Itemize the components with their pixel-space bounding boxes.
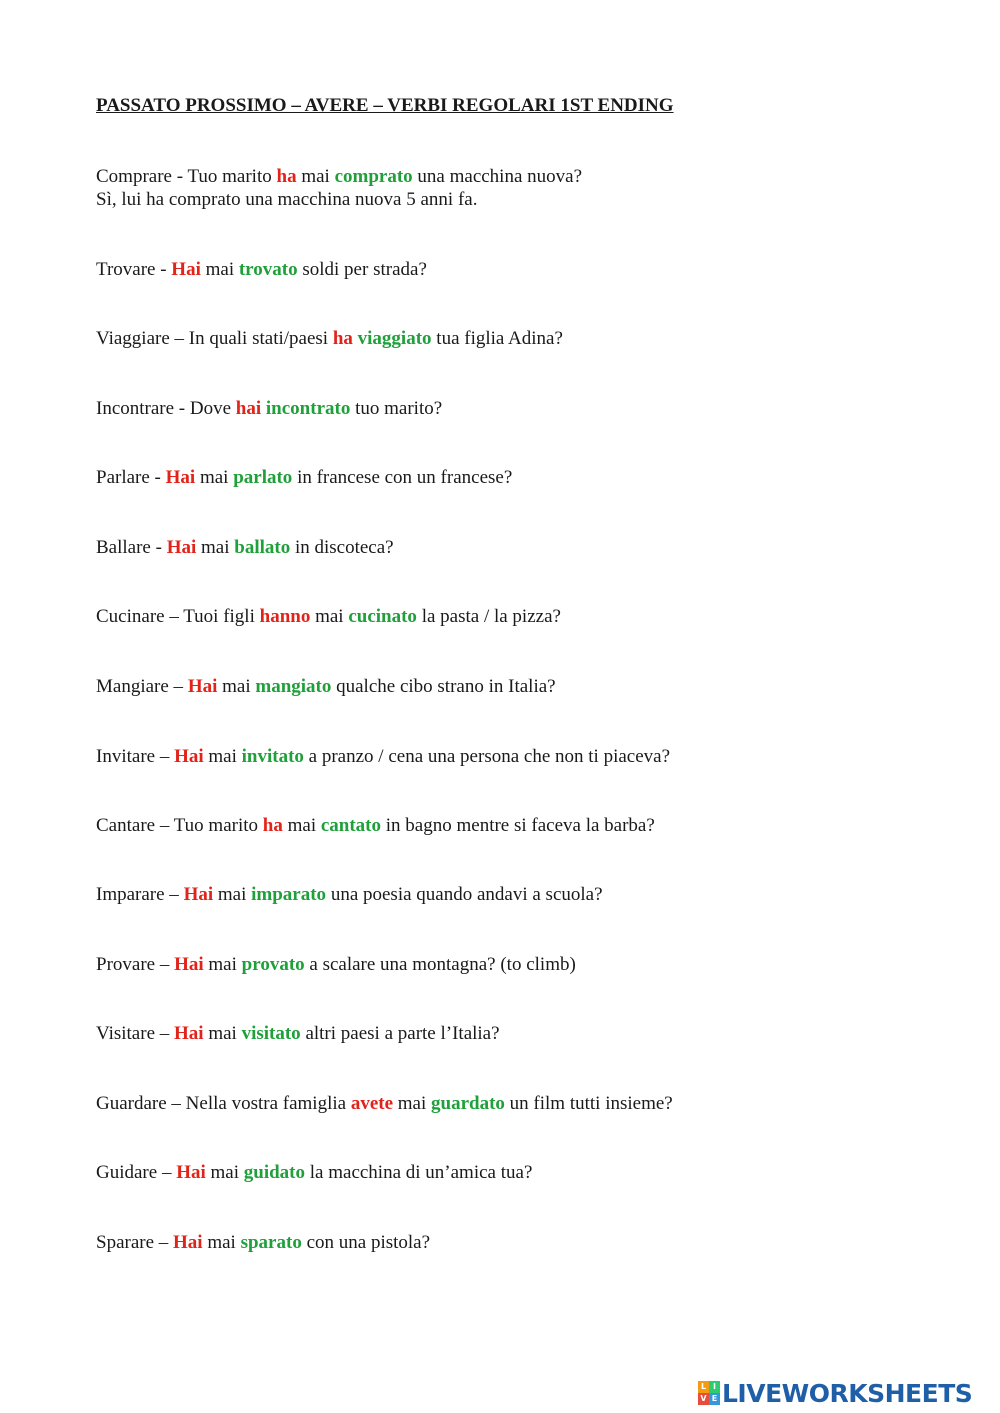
- item-text-mid: mai: [282, 815, 321, 836]
- item-text-before: Parlare -: [96, 467, 166, 488]
- item-text-before: Incontrare - Dove: [96, 398, 236, 419]
- item-text-before: Imparare –: [96, 884, 184, 905]
- exercise-item: [96, 466, 512, 489]
- item-text-mid: mai: [203, 954, 242, 975]
- auxiliary-verb: Hai: [166, 537, 197, 558]
- item-text-before: Provare –: [96, 954, 175, 975]
- past-participle: invitato: [241, 746, 304, 767]
- past-participle: cucinato: [348, 606, 417, 627]
- past-participle: parlato: [233, 467, 293, 488]
- past-participle: mangiato: [255, 676, 332, 697]
- auxiliary-verb: hanno: [259, 606, 311, 627]
- item-text-after: qualche cibo strano in Italia?: [331, 676, 556, 697]
- exercise-item: [96, 536, 394, 559]
- auxiliary-verb: Hai: [187, 676, 218, 697]
- item-text-mid: mai: [213, 884, 252, 905]
- auxiliary-verb: ha: [276, 166, 297, 187]
- page-title: PASSATO PROSSIMO – AVERE – VERBI REGOLARI 1ST ENDING: [96, 95, 674, 116]
- item-text-after: a scalare una montagna? (to climb): [304, 954, 576, 975]
- auxiliary-verb: Hai: [174, 1023, 204, 1044]
- auxiliary-verb: ha: [332, 328, 353, 349]
- exercise-item: [96, 745, 670, 768]
- item-text-before: Guidare –: [96, 1162, 177, 1183]
- item-text-after: tua figlia Adina?: [431, 328, 563, 349]
- exercise-item: [96, 675, 556, 698]
- item-text-after: con una pistola?: [301, 1232, 431, 1253]
- exercise-item: [96, 1092, 673, 1115]
- auxiliary-verb: Hai: [176, 1162, 206, 1183]
- exercise-item: [96, 327, 563, 350]
- item-text-after: in francese con un francese?: [292, 467, 513, 488]
- item-text-before: Invitare –: [96, 746, 175, 767]
- auxiliary-verb: ha: [262, 815, 283, 836]
- past-participle: visitato: [241, 1023, 301, 1044]
- exercise-item: [96, 814, 655, 837]
- item-text-before: Ballare -: [96, 537, 167, 558]
- auxiliary-verb: hai: [235, 398, 262, 419]
- item-text-after: tuo marito?: [350, 398, 443, 419]
- item-text-after: un film tutti insieme?: [504, 1093, 673, 1114]
- item-text-before: Cantare – Tuo marito: [96, 815, 263, 836]
- past-participle: guardato: [431, 1093, 505, 1114]
- auxiliary-verb: avete: [350, 1093, 394, 1114]
- past-participle: guidato: [243, 1162, 306, 1183]
- item-text-before: Mangiare –: [96, 676, 188, 697]
- item-text-mid: mai: [195, 467, 234, 488]
- example-answer: Sì, lui ha comprato una macchina nuova 5 anni fa.: [96, 189, 478, 210]
- item-text-after: la macchina di un’amica tua?: [305, 1162, 533, 1183]
- exercise-item: [96, 258, 427, 281]
- exercise-item: [96, 1022, 500, 1045]
- past-participle: comprato: [334, 166, 413, 187]
- past-participle: viaggiato: [357, 328, 432, 349]
- item-text-before: Trovare -: [96, 259, 172, 280]
- exercise-item: [96, 165, 582, 188]
- item-text-mid: mai: [217, 676, 256, 697]
- item-text-before: Cucinare – Tuoi figli: [96, 606, 260, 627]
- exercise-item: [96, 883, 603, 906]
- exercise-item: [96, 1161, 532, 1184]
- item-text-after: in bagno mentre si faceva la barba?: [381, 815, 655, 836]
- auxiliary-verb: Hai: [171, 259, 201, 280]
- item-text-mid: mai: [196, 537, 235, 558]
- auxiliary-verb: Hai: [165, 467, 196, 488]
- past-participle: imparato: [251, 884, 327, 905]
- past-participle: trovato: [238, 259, 298, 280]
- past-participle: ballato: [234, 537, 291, 558]
- item-text-mid: mai: [205, 1162, 244, 1183]
- past-participle: incontrato: [265, 398, 351, 419]
- item-text-after: soldi per strada?: [297, 259, 427, 280]
- logo-letter-l: L: [698, 1381, 709, 1393]
- logo-letter-e: E: [709, 1393, 720, 1405]
- auxiliary-verb: Hai: [174, 954, 204, 975]
- item-text-mid: mai: [310, 606, 349, 627]
- auxiliary-verb: Hai: [183, 884, 214, 905]
- item-text-mid: mai: [393, 1093, 432, 1114]
- item-text-after: in discoteca?: [290, 537, 394, 558]
- liveworksheets-logo[interactable]: [698, 1378, 972, 1408]
- exercise-item: [96, 953, 576, 976]
- logo-letter-v: V: [698, 1393, 709, 1405]
- item-text-before: Visitare –: [96, 1023, 175, 1044]
- auxiliary-verb: Hai: [174, 746, 204, 767]
- item-text-mid: mai: [296, 166, 335, 187]
- exercise-item: [96, 1231, 430, 1254]
- item-text-after: una macchina nuova?: [412, 166, 583, 187]
- liveworksheets-logo-icon: [698, 1381, 720, 1405]
- exercise-item: [96, 605, 561, 628]
- item-text-after: la pasta / la pizza?: [416, 606, 561, 627]
- past-participle: provato: [241, 954, 305, 975]
- item-text-before: Guardare – Nella vostra famiglia: [96, 1093, 351, 1114]
- item-text-mid: mai: [202, 1232, 241, 1253]
- past-participle: sparato: [240, 1232, 302, 1253]
- item-text-after: altri paesi a parte l’Italia?: [300, 1023, 500, 1044]
- item-text-after: una poesia quando andavi a scuola?: [326, 884, 603, 905]
- item-text-before: Sparare –: [96, 1232, 174, 1253]
- logo-text: LIVEWORKSHEETS: [722, 1378, 973, 1408]
- item-text-before: Comprare - Tuo marito: [96, 166, 277, 187]
- past-participle: cantato: [320, 815, 382, 836]
- item-text-mid: mai: [200, 259, 239, 280]
- auxiliary-verb: Hai: [173, 1232, 203, 1253]
- item-text-before: Viaggiare – In quali stati/paesi: [96, 328, 333, 349]
- logo-letter-i: I: [709, 1381, 720, 1393]
- item-text-after: a pranzo / cena una persona che non ti piaceva?: [303, 746, 671, 767]
- exercise-item: [96, 397, 442, 420]
- item-text-mid: mai: [203, 1023, 242, 1044]
- item-text-mid: mai: [203, 746, 242, 767]
